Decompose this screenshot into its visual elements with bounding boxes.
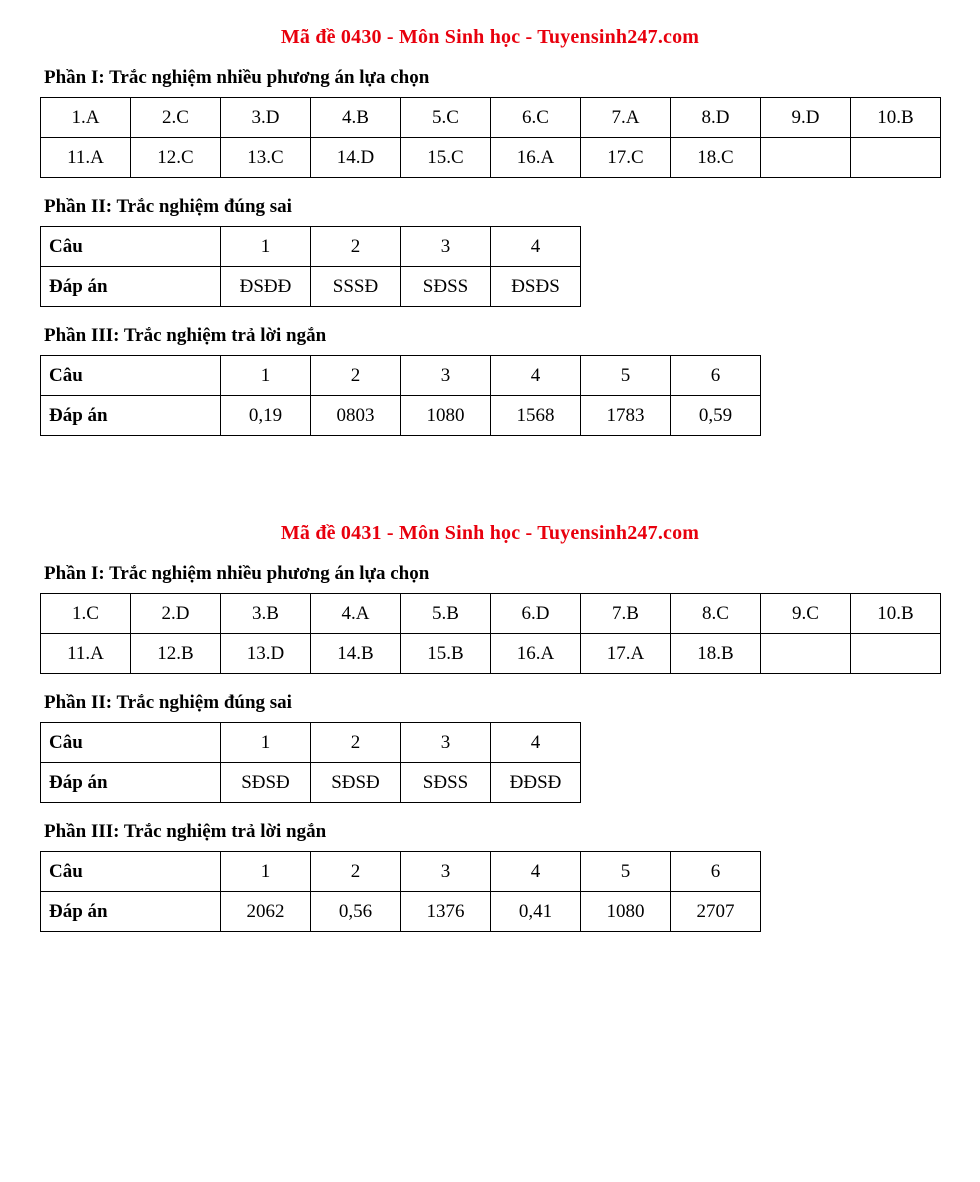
row-label: Đáp án [41,763,221,803]
answer-cell: 15.B [401,634,491,674]
question-number: 1 [221,356,311,396]
part1-answer-table [40,97,941,178]
part1-heading: Phần I: Trắc nghiệm nhiều phương án lựa chọn [44,67,430,88]
table-row [41,763,581,803]
table-row [41,852,761,892]
row-label: Đáp án [41,267,221,307]
answer-cell: 7.B [581,594,671,634]
answer-cell: SĐSS [401,267,491,307]
exam-title: Mã đề 0431 - Môn Sinh học - Tuyensinh247.com [280,522,700,544]
answer-cell: 6.D [491,594,581,634]
table-row [41,594,941,634]
answer-cell: 17.A [581,634,671,674]
question-number: 3 [401,356,491,396]
question-number: 4 [491,852,581,892]
answer-cell: 18.B [671,634,761,674]
answer-cell: 1.C [41,594,131,634]
table-row [41,138,941,178]
part2-heading: Phần II: Trắc nghiệm đúng sai [44,692,292,713]
answer-cell: 16.A [491,634,581,674]
question-number: 1 [221,227,311,267]
answer-cell: 1376 [401,892,491,932]
answer-cell: 5.C [401,98,491,138]
answer-cell: SĐSS [401,763,491,803]
exam-block-0431 [40,522,940,932]
row-label: Đáp án [41,892,221,932]
answer-cell: 9.C [761,594,851,634]
empty-cell [851,634,941,674]
question-number: 6 [671,356,761,396]
answer-cell: 11.A [41,138,131,178]
question-number: 6 [671,852,761,892]
answer-cell: 8.C [671,594,761,634]
question-number: 5 [581,852,671,892]
answer-cell: 11.A [41,634,131,674]
answer-cell: ĐSĐĐ [221,267,311,307]
empty-cell [761,138,851,178]
part2-answer-table [40,722,581,803]
answer-key-page [0,26,980,1182]
answer-cell: 2062 [221,892,311,932]
row-label: Đáp án [41,396,221,436]
question-number: 1 [221,852,311,892]
answer-cell: SĐSĐ [221,763,311,803]
answer-cell: 14.D [311,138,401,178]
table-row [41,892,761,932]
answer-cell: 12.C [131,138,221,178]
answer-cell: 1.A [41,98,131,138]
answer-cell: 3.B [221,594,311,634]
row-label: Câu [41,356,221,396]
question-number: 3 [401,723,491,763]
answer-cell: ĐĐSĐ [491,763,581,803]
answer-cell: 9.D [761,98,851,138]
row-label: Câu [41,227,221,267]
part1-answer-table [40,593,941,674]
answer-cell: 4.B [311,98,401,138]
question-number: 2 [311,227,401,267]
question-number: 4 [491,356,581,396]
question-number: 5 [581,356,671,396]
question-number: 3 [401,852,491,892]
answer-cell: 2.C [131,98,221,138]
answer-cell: 0,19 [221,396,311,436]
empty-cell [851,138,941,178]
answer-cell: 8.D [671,98,761,138]
answer-cell: 4.A [311,594,401,634]
answer-cell: 6.C [491,98,581,138]
row-label: Câu [41,852,221,892]
table-row [41,723,581,763]
answer-cell: 5.B [401,594,491,634]
question-number: 4 [491,723,581,763]
question-number: 2 [311,852,401,892]
answer-cell: 2707 [671,892,761,932]
section-gap [40,436,940,522]
question-number: 2 [311,723,401,763]
answer-cell: 12.B [131,634,221,674]
answer-cell: 3.D [221,98,311,138]
table-row [41,356,761,396]
part3-heading: Phần III: Trắc nghiệm trả lời ngắn [44,325,327,346]
table-row [41,634,941,674]
part3-answer-table [40,355,761,436]
answer-cell: 1783 [581,396,671,436]
row-label: Câu [41,723,221,763]
question-number: 3 [401,227,491,267]
part1-heading: Phần I: Trắc nghiệm nhiều phương án lựa chọn [44,563,430,584]
part3-answer-table [40,851,761,932]
answer-cell: 0,41 [491,892,581,932]
question-number: 1 [221,723,311,763]
table-row [41,267,581,307]
answer-cell: ĐSĐS [491,267,581,307]
answer-cell: 13.D [221,634,311,674]
answer-cell: 10.B [851,594,941,634]
table-row [41,98,941,138]
answer-cell: SSSĐ [311,267,401,307]
answer-cell: 0803 [311,396,401,436]
exam-block-0430 [40,26,940,436]
answer-cell: 18.C [671,138,761,178]
exam-title: Mã đề 0430 - Môn Sinh học - Tuyensinh247.com [280,26,700,48]
part2-heading: Phần II: Trắc nghiệm đúng sai [44,196,292,217]
answer-cell: 7.A [581,98,671,138]
answer-cell: 2.D [131,594,221,634]
empty-cell [761,634,851,674]
answer-cell: 1080 [581,892,671,932]
question-number: 4 [491,227,581,267]
table-row [41,396,761,436]
answer-cell: 1080 [401,396,491,436]
part3-heading: Phần III: Trắc nghiệm trả lời ngắn [44,821,327,842]
answer-cell: 1568 [491,396,581,436]
answer-cell: 15.C [401,138,491,178]
question-number: 2 [311,356,401,396]
answer-cell: 16.A [491,138,581,178]
answer-cell: 0,59 [671,396,761,436]
answer-cell: 10.B [851,98,941,138]
answer-cell: 17.C [581,138,671,178]
part2-answer-table [40,226,581,307]
answer-cell: 13.C [221,138,311,178]
table-row [41,227,581,267]
answer-cell: SĐSĐ [311,763,401,803]
answer-cell: 0,56 [311,892,401,932]
answer-cell: 14.B [311,634,401,674]
